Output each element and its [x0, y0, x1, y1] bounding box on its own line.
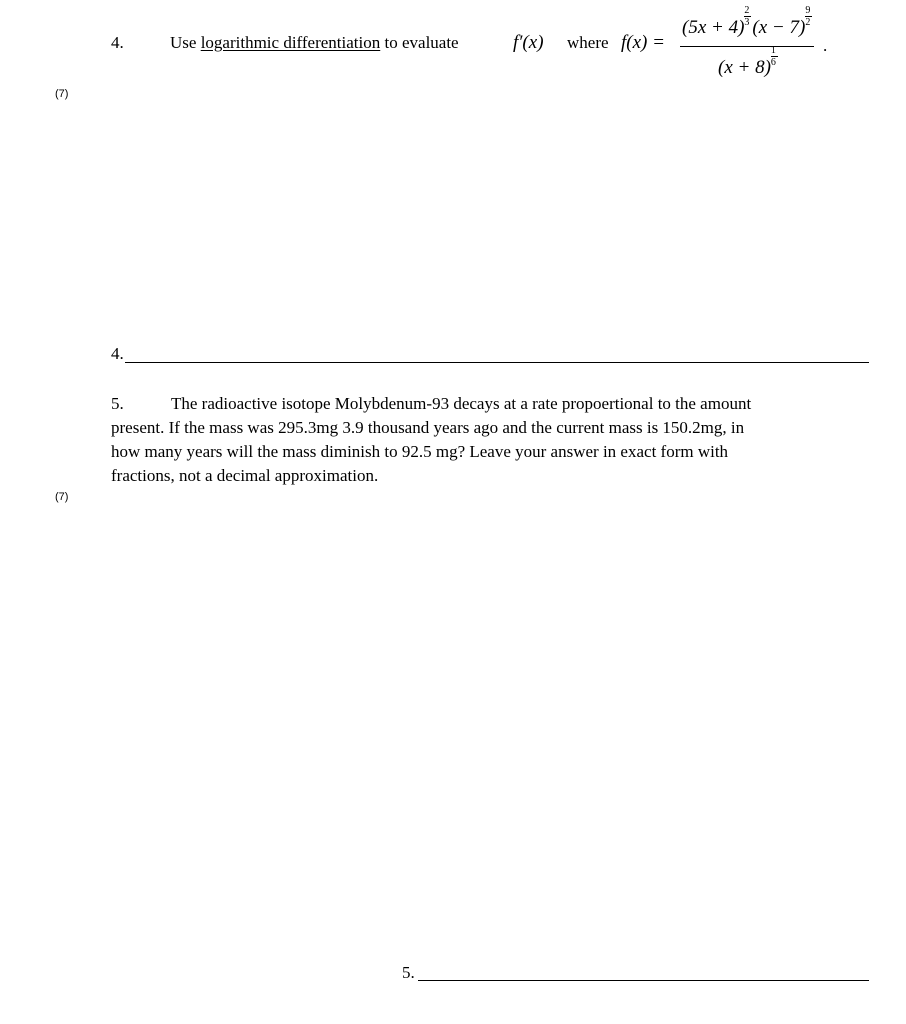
question-5-line: how many years will the mass diminish to 92.5 mg? Leave your answer in exact form with [111, 442, 729, 461]
question-5-line: 5. The radioactive isotope Molybdenum-93 decays at a rate propoertional to the amount [111, 392, 851, 416]
logarithmic-differentiation-term: logarithmic differentiation [200, 33, 381, 52]
answer-5-line[interactable] [418, 980, 869, 981]
question-5-line: fractions, not a decimal approximation. [111, 466, 379, 485]
fraction-numerator [682, 5, 813, 40]
function-lhs: f(x) = [621, 32, 665, 53]
derivative-notation: f′(x) [513, 32, 544, 53]
question-5-number: 5. [111, 394, 124, 413]
where-word: where [567, 33, 609, 52]
numerator-factor-1: (5x + 4) [682, 17, 745, 38]
question-5-line: present. If the mass was 295.3mg 3.9 thousand years ago and the current mass is 150.2mg, in [111, 418, 745, 437]
question-5-points: (7) [55, 491, 69, 503]
answer-4-line[interactable] [125, 362, 869, 363]
formula-period: . [823, 36, 828, 55]
denominator-factor: (x + 8) [718, 57, 771, 78]
answer-4-label: 4. [111, 344, 124, 363]
question-4-points: (7) [55, 88, 69, 100]
answer-5-label: 5. [402, 963, 415, 982]
fraction-denominator [718, 45, 779, 80]
exponent-two-thirds: $\frac{2}{3}$ [744, 5, 750, 28]
function-fraction [678, 2, 822, 84]
question-4-text-after: to evaluate [384, 33, 459, 52]
question-5-text [111, 392, 851, 488]
question-4-number: 4. [111, 33, 124, 52]
numerator-factor-2: (x − 7) [752, 17, 806, 38]
exponent-one-sixth: $\frac{1}{6}$ [770, 45, 776, 68]
question-4-text-before: Use [170, 33, 197, 52]
exponent-nine-halves: $\frac{9}{2}$ [805, 5, 811, 28]
question-4-prompt [170, 31, 459, 55]
fraction-bar [680, 46, 814, 47]
